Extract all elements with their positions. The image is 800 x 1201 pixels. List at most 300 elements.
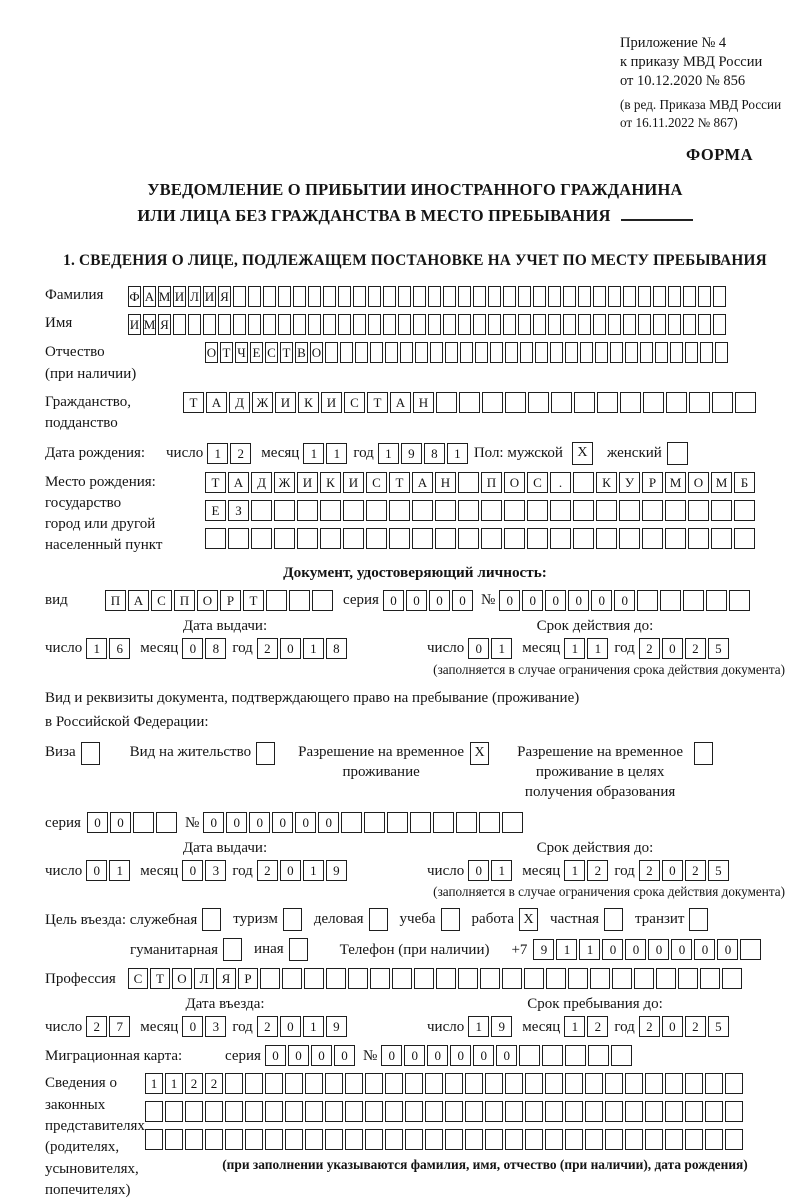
char-box[interactable]: 0 <box>226 812 247 833</box>
char-box[interactable] <box>653 286 666 307</box>
doc-kind-boxes[interactable] <box>105 590 335 611</box>
char-box[interactable] <box>225 1129 243 1150</box>
char-box[interactable] <box>573 472 594 493</box>
char-box[interactable]: А <box>128 590 149 611</box>
char-box[interactable] <box>722 968 742 989</box>
char-box[interactable] <box>233 286 246 307</box>
char-box[interactable] <box>225 1073 243 1094</box>
char-box[interactable]: 2 <box>257 638 278 659</box>
char-box[interactable]: 0 <box>468 860 489 881</box>
char-box[interactable] <box>698 286 711 307</box>
char-box[interactable]: У <box>619 472 640 493</box>
char-box[interactable] <box>297 500 318 521</box>
char-box[interactable]: Я <box>216 968 236 989</box>
char-box[interactable]: 0 <box>182 1016 203 1037</box>
char-box[interactable]: 1 <box>303 443 324 464</box>
char-box[interactable] <box>533 286 546 307</box>
char-box[interactable] <box>700 968 720 989</box>
char-box[interactable] <box>593 314 606 335</box>
char-box[interactable] <box>638 314 651 335</box>
char-box[interactable]: 2 <box>205 1073 223 1094</box>
char-box[interactable] <box>642 500 663 521</box>
char-box[interactable]: 5 <box>708 1016 729 1037</box>
char-box[interactable]: 2 <box>230 443 251 464</box>
char-box[interactable]: 1 <box>378 443 399 464</box>
temp-residence-checkbox[interactable]: X <box>470 742 489 765</box>
char-box[interactable]: 0 <box>499 590 520 611</box>
char-box[interactable]: М <box>143 314 156 335</box>
char-box[interactable]: . <box>550 472 571 493</box>
char-box[interactable] <box>725 1101 743 1122</box>
char-box[interactable]: 0 <box>280 860 301 881</box>
purpose-business-checkbox[interactable] <box>369 908 388 931</box>
char-box[interactable] <box>285 1073 303 1094</box>
char-box[interactable] <box>228 528 249 549</box>
char-box[interactable]: 9 <box>326 860 347 881</box>
char-box[interactable] <box>218 314 231 335</box>
char-box[interactable]: Т <box>243 590 264 611</box>
char-box[interactable]: 1 <box>468 1016 489 1037</box>
char-box[interactable] <box>436 968 456 989</box>
char-box[interactable]: 0 <box>602 939 623 960</box>
char-box[interactable] <box>245 1101 263 1122</box>
char-box[interactable]: 0 <box>280 1016 301 1037</box>
char-box[interactable]: Д <box>229 392 250 413</box>
char-box[interactable] <box>715 342 728 363</box>
char-box[interactable]: 0 <box>265 1045 286 1066</box>
char-box[interactable] <box>593 286 606 307</box>
char-box[interactable] <box>573 528 594 549</box>
char-box[interactable] <box>565 1129 583 1150</box>
char-box[interactable] <box>285 1129 303 1150</box>
char-box[interactable]: 1 <box>556 939 577 960</box>
char-box[interactable] <box>465 1129 483 1150</box>
char-box[interactable] <box>485 1073 503 1094</box>
char-box[interactable]: 3 <box>205 1016 226 1037</box>
char-box[interactable]: П <box>174 590 195 611</box>
char-box[interactable] <box>205 1101 223 1122</box>
char-box[interactable] <box>405 1129 423 1150</box>
char-box[interactable] <box>325 342 338 363</box>
purpose-tourism-checkbox[interactable] <box>283 908 302 931</box>
char-box[interactable] <box>353 286 366 307</box>
until-year-boxes[interactable] <box>639 1016 731 1037</box>
char-box[interactable] <box>365 1073 383 1094</box>
char-box[interactable] <box>145 1129 163 1150</box>
char-box[interactable]: 0 <box>662 860 683 881</box>
char-box[interactable]: 0 <box>662 638 683 659</box>
char-box[interactable]: 9 <box>401 443 422 464</box>
char-box[interactable]: Д <box>251 472 272 493</box>
char-box[interactable] <box>655 342 668 363</box>
char-box[interactable] <box>297 528 318 549</box>
char-box[interactable] <box>548 314 561 335</box>
char-box[interactable] <box>574 392 595 413</box>
char-box[interactable] <box>405 1101 423 1122</box>
char-box[interactable] <box>265 1073 283 1094</box>
char-box[interactable] <box>348 968 368 989</box>
char-box[interactable] <box>338 314 351 335</box>
visa-checkbox[interactable] <box>81 742 100 765</box>
stay-valid-year-boxes[interactable] <box>639 860 731 881</box>
char-box[interactable]: Т <box>220 342 233 363</box>
char-box[interactable]: 0 <box>496 1045 517 1066</box>
purpose-study-checkbox[interactable] <box>441 908 460 931</box>
char-box[interactable] <box>505 1101 523 1122</box>
char-box[interactable]: Е <box>205 500 226 521</box>
char-box[interactable] <box>711 500 732 521</box>
char-box[interactable] <box>425 1129 443 1150</box>
char-box[interactable] <box>383 314 396 335</box>
char-box[interactable]: Ф <box>128 286 141 307</box>
char-box[interactable] <box>550 500 571 521</box>
char-box[interactable] <box>343 500 364 521</box>
char-box[interactable]: 0 <box>473 1045 494 1066</box>
char-box[interactable]: 2 <box>587 860 608 881</box>
char-box[interactable]: 0 <box>625 939 646 960</box>
char-box[interactable] <box>713 314 726 335</box>
char-box[interactable]: О <box>197 590 218 611</box>
char-box[interactable] <box>485 1101 503 1122</box>
char-box[interactable]: Т <box>280 342 293 363</box>
char-box[interactable] <box>711 528 732 549</box>
doc-number-boxes[interactable] <box>499 590 752 611</box>
char-box[interactable] <box>545 1073 563 1094</box>
char-box[interactable] <box>185 1129 203 1150</box>
char-box[interactable] <box>326 968 346 989</box>
char-box[interactable] <box>685 1101 703 1122</box>
char-box[interactable]: 1 <box>165 1073 183 1094</box>
char-box[interactable]: 0 <box>522 590 543 611</box>
edu-residence-checkbox[interactable] <box>694 742 713 765</box>
char-box[interactable] <box>425 1073 443 1094</box>
char-box[interactable]: 3 <box>205 860 226 881</box>
char-box[interactable] <box>565 1101 583 1122</box>
sex-female-checkbox[interactable] <box>667 442 688 465</box>
char-box[interactable]: А <box>228 472 249 493</box>
char-box[interactable]: Т <box>205 472 226 493</box>
char-box[interactable] <box>428 314 441 335</box>
char-box[interactable] <box>398 314 411 335</box>
purpose-transit-checkbox[interactable] <box>689 908 708 931</box>
purpose-other-checkbox[interactable] <box>289 938 308 961</box>
char-box[interactable]: Т <box>389 472 410 493</box>
char-box[interactable] <box>519 1045 540 1066</box>
char-box[interactable] <box>660 590 681 611</box>
char-box[interactable]: 1 <box>303 1016 324 1037</box>
char-box[interactable]: И <box>203 286 216 307</box>
char-box[interactable] <box>479 812 500 833</box>
char-box[interactable]: Ж <box>274 472 295 493</box>
char-box[interactable]: 0 <box>182 638 203 659</box>
char-box[interactable] <box>445 1073 463 1094</box>
char-box[interactable] <box>412 500 433 521</box>
char-box[interactable] <box>433 812 454 833</box>
char-box[interactable]: Т <box>183 392 204 413</box>
char-box[interactable] <box>504 500 525 521</box>
char-box[interactable] <box>518 314 531 335</box>
char-box[interactable]: А <box>412 472 433 493</box>
char-box[interactable] <box>205 1129 223 1150</box>
char-box[interactable] <box>525 1129 543 1150</box>
char-box[interactable] <box>323 314 336 335</box>
char-box[interactable] <box>260 968 280 989</box>
char-box[interactable] <box>638 286 651 307</box>
char-box[interactable] <box>502 812 523 833</box>
char-box[interactable] <box>605 1073 623 1094</box>
char-box[interactable] <box>473 314 486 335</box>
char-box[interactable] <box>481 528 502 549</box>
char-box[interactable] <box>245 1073 263 1094</box>
char-box[interactable]: С <box>527 472 548 493</box>
char-box[interactable] <box>623 286 636 307</box>
char-box[interactable] <box>368 314 381 335</box>
char-box[interactable] <box>725 1129 743 1150</box>
char-box[interactable] <box>588 1045 609 1066</box>
char-box[interactable]: 9 <box>491 1016 512 1037</box>
char-box[interactable] <box>705 1073 723 1094</box>
char-box[interactable] <box>274 500 295 521</box>
char-box[interactable] <box>623 314 636 335</box>
char-box[interactable] <box>412 528 433 549</box>
char-box[interactable] <box>445 1129 463 1150</box>
char-box[interactable]: С <box>366 472 387 493</box>
char-box[interactable] <box>546 968 566 989</box>
char-box[interactable] <box>185 1101 203 1122</box>
char-box[interactable] <box>595 342 608 363</box>
char-box[interactable] <box>524 968 544 989</box>
purpose-private-checkbox[interactable] <box>604 908 623 931</box>
char-box[interactable]: 1 <box>86 638 107 659</box>
char-box[interactable]: 1 <box>303 860 324 881</box>
char-box[interactable] <box>725 1073 743 1094</box>
char-box[interactable] <box>573 500 594 521</box>
char-box[interactable] <box>345 1129 363 1150</box>
char-box[interactable]: К <box>298 392 319 413</box>
char-box[interactable] <box>415 342 428 363</box>
char-box[interactable]: И <box>297 472 318 493</box>
char-box[interactable]: Р <box>220 590 241 611</box>
identity-issue-day-boxes[interactable] <box>86 638 132 659</box>
char-box[interactable]: М <box>711 472 732 493</box>
char-box[interactable] <box>320 528 341 549</box>
char-box[interactable]: Р <box>238 968 258 989</box>
char-box[interactable] <box>458 314 471 335</box>
char-box[interactable]: 7 <box>109 1016 130 1037</box>
char-box[interactable] <box>340 342 353 363</box>
char-box[interactable] <box>685 1129 703 1150</box>
char-box[interactable] <box>305 1129 323 1150</box>
char-box[interactable]: 0 <box>406 590 427 611</box>
char-box[interactable] <box>619 500 640 521</box>
char-box[interactable] <box>305 1101 323 1122</box>
char-box[interactable]: 0 <box>429 590 450 611</box>
char-box[interactable] <box>504 528 525 549</box>
char-box[interactable]: 1 <box>491 860 512 881</box>
migration-number-boxes[interactable] <box>381 1045 634 1066</box>
char-box[interactable]: 0 <box>468 638 489 659</box>
char-box[interactable] <box>203 314 216 335</box>
char-box[interactable] <box>473 286 486 307</box>
representatives-boxes-row-1[interactable] <box>145 1073 785 1094</box>
char-box[interactable] <box>165 1129 183 1150</box>
char-box[interactable] <box>305 1073 323 1094</box>
birth-place-boxes-row-2[interactable] <box>205 500 757 521</box>
migration-series-boxes[interactable] <box>265 1045 357 1066</box>
char-box[interactable]: А <box>143 286 156 307</box>
char-box[interactable] <box>278 286 291 307</box>
char-box[interactable] <box>645 1129 663 1150</box>
char-box[interactable]: 2 <box>639 638 660 659</box>
char-box[interactable] <box>637 590 658 611</box>
char-box[interactable] <box>488 314 501 335</box>
residence-permit-checkbox[interactable] <box>256 742 275 765</box>
char-box[interactable]: З <box>228 500 249 521</box>
char-box[interactable] <box>133 812 154 833</box>
char-box[interactable]: 0 <box>614 590 635 611</box>
char-box[interactable]: Б <box>734 472 755 493</box>
char-box[interactable] <box>430 342 443 363</box>
char-box[interactable]: О <box>504 472 525 493</box>
char-box[interactable]: Н <box>435 472 456 493</box>
sex-male-checkbox[interactable]: X <box>572 442 593 465</box>
char-box[interactable] <box>475 342 488 363</box>
char-box[interactable] <box>545 1129 563 1150</box>
char-box[interactable]: 1 <box>109 860 130 881</box>
char-box[interactable] <box>502 968 522 989</box>
char-box[interactable]: 0 <box>295 812 316 833</box>
char-box[interactable] <box>528 392 549 413</box>
char-box[interactable] <box>366 500 387 521</box>
char-box[interactable] <box>683 590 704 611</box>
char-box[interactable] <box>665 528 686 549</box>
char-box[interactable] <box>265 1101 283 1122</box>
char-box[interactable] <box>458 472 479 493</box>
char-box[interactable] <box>435 500 456 521</box>
char-box[interactable] <box>620 392 641 413</box>
char-box[interactable]: 0 <box>110 812 131 833</box>
char-box[interactable] <box>688 500 709 521</box>
char-box[interactable] <box>233 314 246 335</box>
entry-month-boxes[interactable] <box>182 1016 228 1037</box>
char-box[interactable] <box>480 968 500 989</box>
char-box[interactable]: Л <box>194 968 214 989</box>
char-box[interactable]: 1 <box>587 638 608 659</box>
char-box[interactable] <box>385 1101 403 1122</box>
patronymic-boxes[interactable] <box>205 342 730 363</box>
char-box[interactable] <box>251 528 272 549</box>
char-box[interactable]: А <box>206 392 227 413</box>
purpose-official-checkbox[interactable] <box>202 908 221 931</box>
char-box[interactable]: 1 <box>145 1073 163 1094</box>
char-box[interactable] <box>456 812 477 833</box>
char-box[interactable] <box>488 286 501 307</box>
char-box[interactable] <box>304 968 324 989</box>
representatives-boxes-row-3[interactable] <box>145 1129 785 1150</box>
char-box[interactable]: И <box>173 286 186 307</box>
char-box[interactable] <box>385 1129 403 1150</box>
char-box[interactable] <box>323 286 336 307</box>
char-box[interactable] <box>428 286 441 307</box>
char-box[interactable] <box>145 1101 163 1122</box>
char-box[interactable] <box>685 342 698 363</box>
char-box[interactable] <box>414 968 434 989</box>
char-box[interactable]: 8 <box>326 638 347 659</box>
char-box[interactable]: 2 <box>685 638 706 659</box>
char-box[interactable] <box>443 286 456 307</box>
char-box[interactable]: С <box>151 590 172 611</box>
char-box[interactable] <box>590 968 610 989</box>
char-box[interactable]: 0 <box>86 860 107 881</box>
char-box[interactable] <box>308 314 321 335</box>
char-box[interactable] <box>265 1129 283 1150</box>
stay-valid-month-boxes[interactable] <box>564 860 610 881</box>
char-box[interactable]: С <box>265 342 278 363</box>
representatives-boxes-row-2[interactable] <box>145 1101 785 1122</box>
char-box[interactable] <box>345 1073 363 1094</box>
char-box[interactable] <box>459 392 480 413</box>
char-box[interactable] <box>625 1101 643 1122</box>
char-box[interactable] <box>320 500 341 521</box>
char-box[interactable] <box>585 1101 603 1122</box>
char-box[interactable] <box>689 392 710 413</box>
char-box[interactable]: Т <box>367 392 388 413</box>
char-box[interactable] <box>503 286 516 307</box>
stay-issue-day-boxes[interactable] <box>86 860 132 881</box>
char-box[interactable]: Я <box>218 286 231 307</box>
char-box[interactable]: 0 <box>452 590 473 611</box>
char-box[interactable]: 0 <box>272 812 293 833</box>
char-box[interactable]: О <box>310 342 323 363</box>
char-box[interactable] <box>619 528 640 549</box>
char-box[interactable] <box>325 1073 343 1094</box>
char-box[interactable] <box>345 1101 363 1122</box>
char-box[interactable] <box>551 392 572 413</box>
char-box[interactable]: О <box>688 472 709 493</box>
char-box[interactable] <box>518 286 531 307</box>
char-box[interactable] <box>563 314 576 335</box>
char-box[interactable]: И <box>321 392 342 413</box>
char-box[interactable]: 2 <box>685 1016 706 1037</box>
char-box[interactable] <box>387 812 408 833</box>
char-box[interactable] <box>585 1073 603 1094</box>
char-box[interactable] <box>505 1073 523 1094</box>
identity-issue-month-boxes[interactable] <box>182 638 228 659</box>
char-box[interactable]: 0 <box>311 1045 332 1066</box>
char-box[interactable]: 1 <box>564 860 585 881</box>
char-box[interactable] <box>568 968 588 989</box>
identity-issue-year-boxes[interactable] <box>257 638 349 659</box>
char-box[interactable] <box>565 1045 586 1066</box>
char-box[interactable] <box>465 1073 483 1094</box>
char-box[interactable] <box>458 286 471 307</box>
char-box[interactable]: 0 <box>383 590 404 611</box>
char-box[interactable] <box>605 1129 623 1150</box>
char-box[interactable] <box>251 500 272 521</box>
char-box[interactable] <box>683 314 696 335</box>
char-box[interactable] <box>625 1129 643 1150</box>
profession-boxes[interactable] <box>128 968 744 989</box>
char-box[interactable]: О <box>205 342 218 363</box>
char-box[interactable] <box>625 1073 643 1094</box>
char-box[interactable] <box>465 1101 483 1122</box>
char-box[interactable] <box>525 1073 543 1094</box>
char-box[interactable]: 8 <box>205 638 226 659</box>
char-box[interactable] <box>520 342 533 363</box>
char-box[interactable] <box>597 392 618 413</box>
char-box[interactable]: 0 <box>381 1045 402 1066</box>
char-box[interactable] <box>392 968 412 989</box>
